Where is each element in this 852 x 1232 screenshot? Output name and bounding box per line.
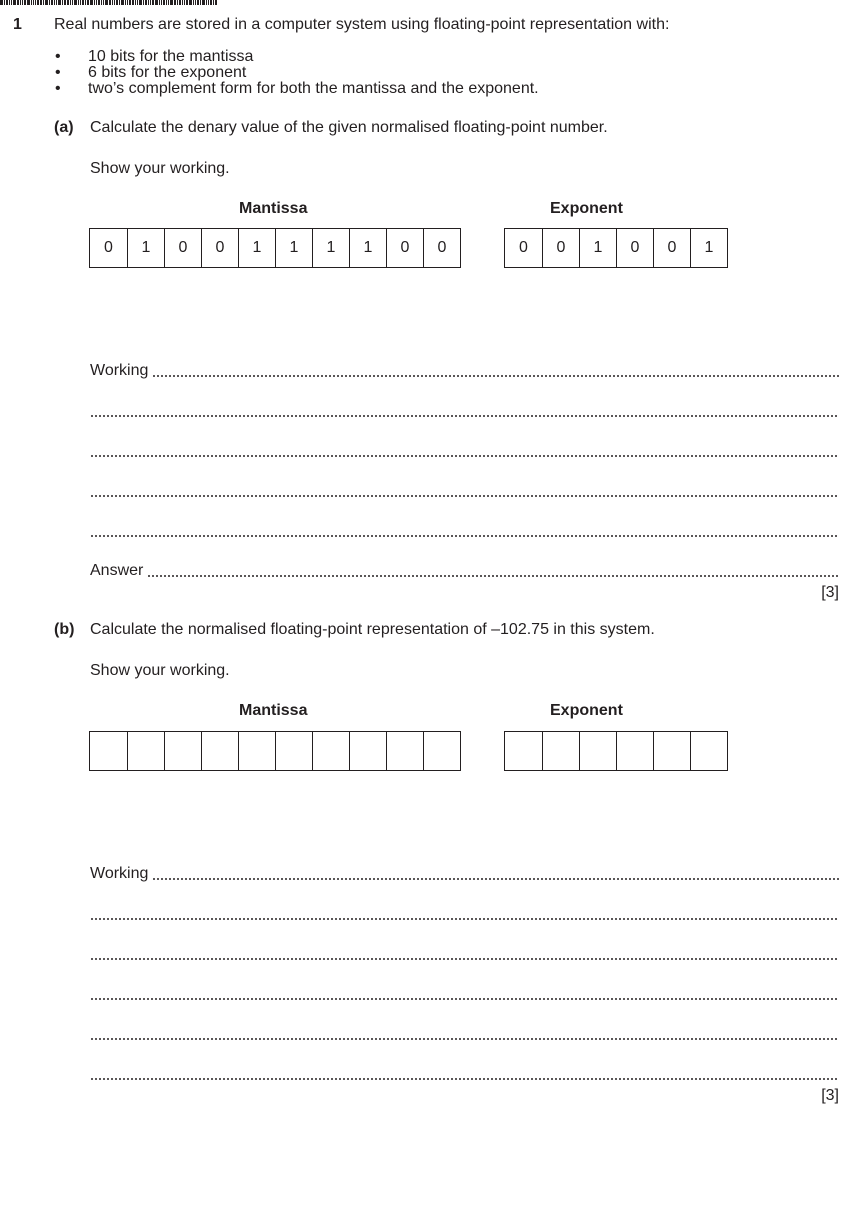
exponent-bit-input[interactable] (579, 732, 616, 770)
part-b-working-line[interactable] (90, 865, 839, 883)
mantissa-bit: 0 (164, 229, 201, 267)
exponent-bit: 1 (579, 229, 616, 267)
bullet-icon: • (55, 80, 61, 97)
mantissa-bit: 0 (386, 229, 423, 267)
part-b-working-line[interactable] (90, 1065, 839, 1083)
exponent-bit: 0 (542, 229, 579, 267)
question-intro: Real numbers are stored in a computer system using floating-point representation with: (54, 16, 670, 33)
mantissa-bit: 0 (201, 229, 238, 267)
part-a-label: (a) (54, 119, 74, 136)
part-a-instruction: Calculate the denary value of the given normalised floating-point number. (90, 119, 608, 136)
exponent-bit-input[interactable] (616, 732, 653, 770)
part-b-working-line[interactable] (90, 1025, 839, 1043)
part-b-instruction: Calculate the normalised floating-point representation of –102.75 in this system. (90, 621, 655, 638)
bullet-item: 10 bits for the mantissa (88, 48, 254, 65)
exponent-bit-input[interactable] (653, 732, 690, 770)
mantissa-bit-input[interactable] (312, 732, 349, 770)
mantissa-bit: 1 (349, 229, 386, 267)
mantissa-bit-input[interactable] (238, 732, 275, 770)
part-a-working-line[interactable] (90, 522, 839, 540)
part-a-show-working: Show your working. (90, 160, 230, 177)
part-b-mantissa-heading: Mantissa (239, 702, 308, 719)
mantissa-bit: 1 (127, 229, 164, 267)
part-a-working-line[interactable] (90, 442, 839, 460)
working-label: Working (90, 865, 149, 882)
bullet-icon: • (55, 64, 61, 81)
mantissa-bit-input[interactable] (275, 732, 312, 770)
barcode (0, 0, 330, 5)
mantissa-bit: 0 (104, 239, 113, 256)
part-a-exponent-bits (504, 228, 728, 268)
part-b-working-line[interactable] (90, 945, 839, 963)
exponent-bit: 0 (616, 229, 653, 267)
mantissa-bit-input[interactable] (127, 732, 164, 770)
mantissa-bit: 1 (312, 229, 349, 267)
exponent-bit: 0 (519, 239, 528, 256)
part-a-answer-line[interactable] (90, 562, 839, 580)
bullet-item: 6 bits for the exponent (88, 64, 247, 81)
part-b-exponent-heading: Exponent (550, 702, 623, 719)
part-a-mantissa-bits (89, 228, 461, 268)
working-label: Working (90, 362, 149, 379)
exponent-bit: 0 (653, 229, 690, 267)
part-b-label: (b) (54, 621, 75, 638)
exponent-bit-input[interactable] (542, 732, 579, 770)
mantissa-bit-input[interactable] (164, 732, 201, 770)
part-b-exponent-bits (504, 731, 728, 771)
part-a-mantissa-heading: Mantissa (239, 200, 308, 217)
part-b-mantissa-bits (89, 731, 461, 771)
part-a-working-line[interactable] (90, 482, 839, 500)
part-a-exponent-heading: Exponent (550, 200, 623, 217)
mantissa-bit: 1 (238, 229, 275, 267)
mantissa-bit-input[interactable] (201, 732, 238, 770)
mantissa-bit-input[interactable] (386, 732, 423, 770)
part-b-working-line[interactable] (90, 985, 839, 1003)
question-number: 1 (13, 16, 22, 33)
part-a-working-line[interactable] (90, 402, 839, 420)
exponent-bit-input[interactable] (505, 732, 542, 770)
part-a-working-line[interactable] (90, 362, 839, 380)
part-b-working-line[interactable] (90, 905, 839, 923)
mantissa-bit: 1 (275, 229, 312, 267)
mantissa-bit-input[interactable] (423, 732, 460, 770)
part-b-show-working: Show your working. (90, 662, 230, 679)
part-b-marks: [3] (821, 1087, 839, 1104)
exponent-bit: 1 (690, 229, 727, 267)
part-a-marks: [3] (821, 584, 839, 601)
answer-label: Answer (90, 562, 144, 579)
exponent-bit-input[interactable] (690, 732, 727, 770)
bullet-icon: • (55, 48, 61, 65)
mantissa-bit-input[interactable] (349, 732, 386, 770)
bullet-item: two’s complement form for both the mantissa and the exponent. (88, 80, 539, 97)
mantissa-bit: 0 (423, 229, 460, 267)
mantissa-bit-input[interactable] (90, 732, 127, 770)
